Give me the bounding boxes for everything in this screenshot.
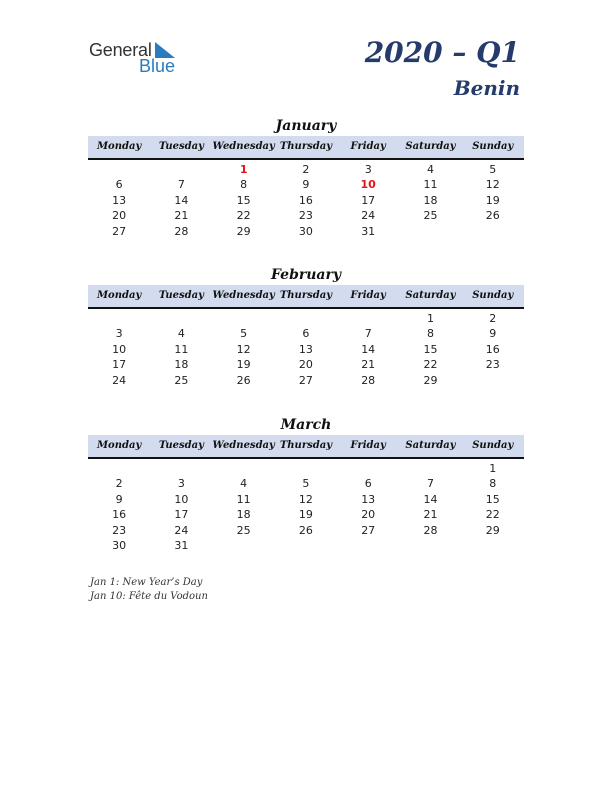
day-cell	[399, 461, 461, 476]
day-cell	[462, 373, 524, 388]
day-cell: 11	[423, 178, 438, 192]
day-cell: 22	[485, 508, 500, 522]
day-name: Sunday	[472, 290, 514, 301]
day-cell: 1	[239, 163, 248, 176]
day-cell: 31	[174, 538, 189, 552]
day-cell: 7	[426, 477, 434, 491]
week-row	[88, 224, 524, 239]
day-name: Tuesday	[158, 440, 204, 451]
day-cell: 24	[174, 523, 189, 537]
day-cell: 24	[112, 373, 127, 387]
day-header-row	[88, 136, 524, 160]
week-row	[88, 507, 524, 522]
day-cell: 16	[485, 342, 500, 356]
day-cell	[337, 538, 399, 553]
day-cell	[462, 224, 524, 239]
day-cell	[337, 461, 399, 476]
day-cell: 22	[423, 358, 438, 372]
day-cell: 20	[361, 508, 376, 522]
holiday-notes	[90, 576, 208, 604]
week-grid	[88, 461, 524, 553]
day-cell: 14	[174, 193, 189, 207]
day-cell: 25	[174, 373, 189, 387]
day-cell: 30	[298, 224, 313, 238]
day-name: Friday	[350, 440, 386, 451]
day-name: Thursday	[279, 440, 333, 451]
day-cell: 6	[364, 477, 372, 491]
day-name: Saturday	[405, 440, 456, 451]
logo	[89, 40, 189, 76]
day-cell: 26	[485, 209, 500, 223]
day-cell: 2	[489, 312, 497, 325]
day-cell	[399, 538, 461, 553]
day-cell: 27	[298, 373, 313, 387]
day-cell: 5	[302, 477, 310, 491]
week-row	[88, 523, 524, 538]
day-cell: 29	[236, 224, 251, 238]
day-cell: 16	[112, 508, 127, 522]
country-name: Benin	[453, 76, 520, 100]
day-cell: 23	[112, 523, 127, 537]
week-row	[88, 461, 524, 476]
day-cell: 28	[423, 523, 438, 537]
day-cell: 17	[361, 193, 376, 207]
day-cell: 17	[174, 508, 189, 522]
day-cell: 9	[302, 178, 310, 192]
month-february	[88, 265, 524, 388]
day-cell: 21	[423, 508, 438, 522]
day-cell: 22	[236, 209, 251, 223]
day-name: Tuesday	[158, 141, 204, 152]
day-cell: 10	[360, 178, 376, 192]
month-march	[88, 415, 524, 553]
day-cell: 27	[361, 523, 376, 537]
day-cell: 5	[240, 327, 248, 341]
day-name: Monday	[96, 440, 142, 451]
month-january	[88, 116, 524, 239]
month-title: February	[270, 267, 341, 283]
day-cell	[88, 311, 150, 326]
day-cell: 15	[236, 193, 251, 207]
day-cell	[150, 311, 212, 326]
day-cell	[275, 538, 337, 553]
week-row	[88, 326, 524, 341]
holiday-note: Jan 10: Fête du Vodoun	[90, 591, 208, 602]
day-cell	[150, 461, 212, 476]
day-cell: 13	[112, 193, 127, 207]
month-title: January	[275, 118, 337, 134]
day-name: Wednesday	[212, 141, 275, 152]
day-cell	[399, 224, 461, 239]
day-cell: 13	[361, 492, 376, 506]
day-cell	[88, 461, 150, 476]
day-cell	[462, 538, 524, 553]
day-cell: 18	[174, 358, 189, 372]
week-row	[88, 373, 524, 388]
day-name: Friday	[350, 290, 386, 301]
week-grid	[88, 162, 524, 239]
day-header-row	[88, 285, 524, 309]
day-cell: 14	[361, 342, 376, 356]
week-row	[88, 311, 524, 326]
logo-word-blue: Blue	[139, 56, 176, 76]
day-cell: 25	[423, 209, 438, 223]
day-cell: 13	[298, 342, 313, 356]
day-name: Friday	[350, 141, 386, 152]
day-name: Tuesday	[158, 290, 204, 301]
day-cell: 20	[112, 209, 127, 223]
day-cell: 15	[423, 342, 438, 356]
day-cell: 23	[485, 358, 500, 372]
day-cell: 17	[112, 358, 127, 372]
day-name: Thursday	[279, 290, 333, 301]
day-cell: 8	[240, 178, 248, 192]
day-cell	[213, 311, 275, 326]
day-cell: 11	[174, 342, 189, 356]
day-cell: 3	[177, 477, 185, 491]
day-cell: 8	[426, 327, 434, 341]
day-cell: 7	[177, 178, 185, 192]
week-row	[88, 476, 524, 491]
day-cell: 1	[426, 312, 434, 325]
day-cell: 26	[298, 523, 313, 537]
day-cell: 26	[236, 373, 251, 387]
week-row	[88, 177, 524, 192]
day-cell: 16	[298, 193, 313, 207]
day-cell: 5	[489, 163, 497, 176]
day-cell	[275, 461, 337, 476]
day-cell: 12	[236, 342, 251, 356]
day-name: Monday	[96, 141, 142, 152]
day-cell: 29	[423, 373, 438, 387]
day-cell: 4	[240, 477, 248, 491]
day-cell: 7	[364, 327, 372, 341]
day-cell: 31	[361, 224, 376, 238]
week-row	[88, 492, 524, 507]
day-cell: 6	[115, 178, 123, 192]
week-row	[88, 538, 524, 553]
day-cell: 9	[489, 327, 497, 341]
day-name: Wednesday	[212, 440, 275, 451]
day-cell	[88, 162, 150, 177]
day-cell: 18	[423, 193, 438, 207]
day-cell: 21	[361, 358, 376, 372]
day-cell	[337, 311, 399, 326]
day-cell: 27	[112, 224, 127, 238]
day-cell: 28	[361, 373, 376, 387]
day-cell: 23	[298, 209, 313, 223]
day-cell: 20	[298, 358, 313, 372]
day-cell: 4	[426, 163, 434, 176]
holiday-note: Jan 1: New Year’s Day	[90, 577, 203, 588]
day-name: Saturday	[405, 290, 456, 301]
day-cell: 14	[423, 492, 438, 506]
day-cell	[275, 311, 337, 326]
day-cell: 18	[236, 508, 251, 522]
day-cell: 12	[485, 178, 500, 192]
day-cell: 30	[112, 538, 127, 552]
week-row	[88, 357, 524, 372]
day-cell: 3	[115, 327, 123, 341]
day-cell: 2	[115, 477, 123, 491]
day-name: Sunday	[472, 440, 514, 451]
logo-word-general: General	[89, 40, 152, 60]
day-cell: 28	[174, 224, 189, 238]
day-name: Saturday	[405, 141, 456, 152]
day-cell: 29	[485, 523, 500, 537]
day-header-row	[88, 435, 524, 459]
day-cell: 8	[489, 477, 497, 491]
day-cell	[150, 162, 212, 177]
week-row	[88, 208, 524, 223]
day-cell: 10	[112, 342, 127, 356]
day-cell: 15	[485, 492, 500, 506]
day-name: Wednesday	[212, 290, 275, 301]
day-cell: 21	[174, 209, 189, 223]
page-title: 2020 – Q1	[364, 36, 520, 69]
day-cell: 12	[298, 492, 313, 506]
day-cell: 1	[489, 462, 497, 475]
day-cell: 11	[236, 492, 251, 506]
day-cell: 4	[177, 327, 185, 341]
day-cell: 9	[115, 492, 123, 506]
day-cell	[213, 461, 275, 476]
day-cell: 6	[302, 327, 310, 341]
day-name: Sunday	[472, 141, 514, 152]
day-cell: 2	[302, 163, 310, 176]
day-cell: 19	[236, 358, 251, 372]
week-row	[88, 342, 524, 357]
day-cell	[213, 538, 275, 553]
day-cell: 19	[485, 193, 500, 207]
day-cell: 10	[174, 492, 189, 506]
week-row	[88, 193, 524, 208]
week-grid	[88, 311, 524, 388]
day-cell: 3	[364, 163, 372, 176]
day-name: Thursday	[279, 141, 333, 152]
week-row	[88, 162, 524, 177]
day-name: Monday	[96, 290, 142, 301]
day-cell: 19	[298, 508, 313, 522]
day-cell: 24	[361, 209, 376, 223]
day-cell: 25	[236, 523, 251, 537]
month-title: March	[280, 417, 332, 433]
